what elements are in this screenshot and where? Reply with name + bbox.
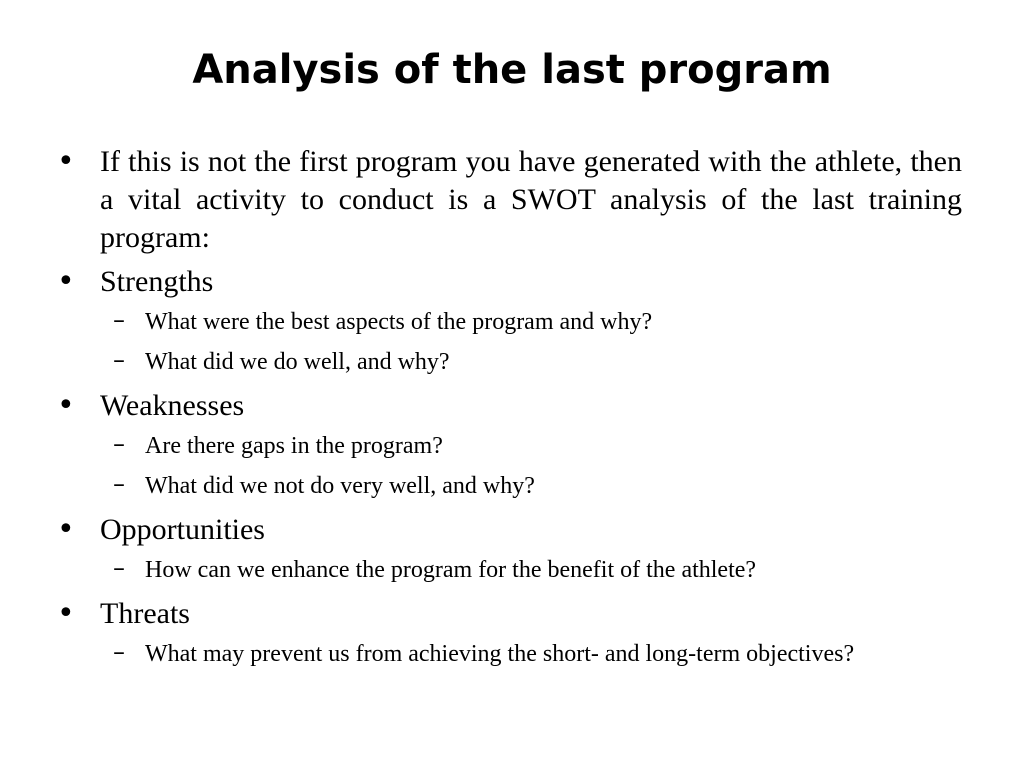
bullet-item-strengths [0,263,1024,301]
sub-list-strengths [0,307,1024,378]
sub-item-text: What did we not do very well, and why? [145,473,535,499]
sub-item-text: What may prevent us from achieving the short- and long-term objectives? [145,641,855,667]
bullet-icon: • [57,512,75,547]
sub-item [0,431,1024,462]
bullet-text: Threats [100,597,190,630]
slide-title: Analysis of the last program [192,47,832,93]
sub-item-text: What were the best aspects of the program and why? [145,309,653,335]
bullet-icon: • [57,264,75,299]
sub-list [0,307,1024,378]
bullet-text: If this is not the first program you have generated with the athlete, then a vital activity to conduct is a SWOT analysis of the last training program: [100,145,962,254]
sub-item-text: How can we enhance the program for the benefit of the athlete? [145,557,757,583]
bullet-item-opportunities [0,511,1024,549]
dash-icon: – [113,430,125,458]
dash-icon: – [113,554,125,582]
bullet-icon: • [57,388,75,423]
sub-list-weaknesses [0,431,1024,502]
sub-item-text: What did we do well, and why? [145,349,450,375]
dash-icon: – [113,470,125,498]
sub-list [0,555,1024,586]
sub-item [0,347,1024,378]
sub-list [0,431,1024,502]
dash-icon: – [113,638,125,666]
bullet-item-threats [0,595,1024,633]
sub-list-opportunities [0,555,1024,586]
bullet-list [0,143,1024,679]
bullet-icon: • [57,596,75,631]
bullet-text: Weaknesses [100,389,245,422]
sub-list [0,639,1024,670]
sub-item [0,555,1024,586]
bullet-item-weaknesses [0,387,1024,425]
bullet-text: Strengths [100,265,214,298]
dash-icon: – [113,346,125,374]
bullet-text: Opportunities [100,513,265,546]
sub-item [0,307,1024,338]
dash-icon: – [113,306,125,334]
sub-item [0,639,1024,670]
bullet-item-intro [0,143,1024,257]
bullet-icon: • [57,144,75,179]
sub-item [0,471,1024,502]
sub-list-threats [0,639,1024,670]
sub-item-text: Are there gaps in the program? [145,433,443,459]
